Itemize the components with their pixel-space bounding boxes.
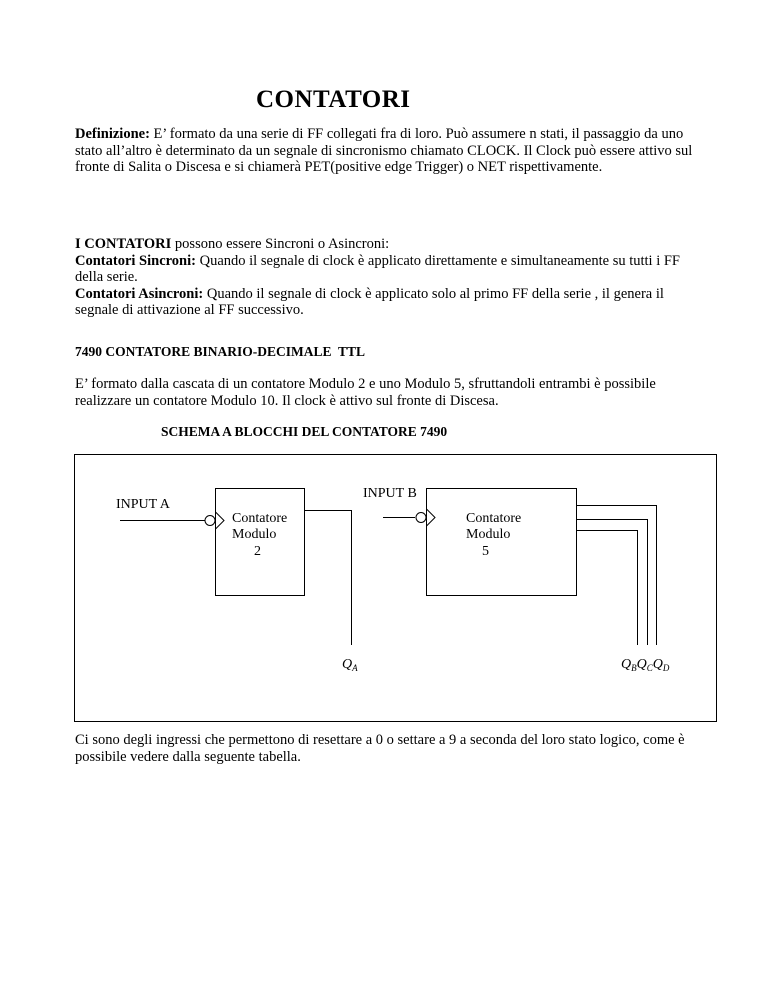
block1-line1: Contatore <box>232 511 288 526</box>
input-a-bubble <box>205 516 215 526</box>
definition-text: E’ formato da una serie di FF collegati fra di loro. Può assumere n stati, il passaggio da uno stato all’altro è determinato da un segnale di sincronismo chiamato CLOCK. Il Clock può essere attivo sul fronte di Salita o Discesa e si chiamerà PET(positive edge Trigger) o NET rispettivamente. <box>75 126 693 175</box>
closing-paragraph: Ci sono degli ingressi che permettono di resettare a 0 o settare a 9 a seconda del loro stato logico, come è possibile vedere dalla seguente tabella. <box>75 732 685 765</box>
qb-line <box>577 531 638 646</box>
qa-line <box>305 511 352 646</box>
qa-label: $Q_A$ <box>342 657 358 673</box>
section-heading: 7490 CONTATORE BINARIO-DECIMALE TTL <box>75 344 366 359</box>
input-a-label: INPUT A <box>116 497 170 512</box>
qbqcqd-label: $Q_BQ_CQ_D$ <box>621 657 670 673</box>
counter-types-text: possono essere Sincroni o Asincroni: <box>171 236 390 252</box>
page-title: CONTATORI <box>256 86 411 113</box>
async-counters-text: Quando il segnale di clock è applicato solo al primo FF della serie , il genera il segnale di attivazione al FF successivo. <box>75 285 664 318</box>
block1-line3: 2 <box>254 544 261 559</box>
sync-counters-label: Contatori Sincroni: <box>75 252 196 269</box>
diagram-title: SCHEMA A BLOCCHI DEL CONTATORE 7490 <box>161 424 448 439</box>
block1-line2: Modulo <box>232 527 277 542</box>
section-paragraph: E’ formato dalla cascata di un contatore Modulo 2 e uno Modulo 5, sfruttandoli entrambi è possibile realizzare un contatore Modulo 10. Il clock è attivo sul fronte di Discesa. <box>75 376 656 409</box>
block2-line3: 5 <box>482 544 489 559</box>
sync-counters-text: Quando il segnale di clock è applicato direttamente e simultaneamente su tutti i FF della serie. <box>75 252 680 285</box>
definition-label: Definizione: <box>75 126 150 142</box>
qc-line <box>577 520 648 646</box>
qd-line <box>577 506 657 646</box>
async-counters-label: Contatori Asincroni: <box>75 285 204 302</box>
clock-triangle-a <box>216 512 225 529</box>
block2-line2: Modulo <box>466 527 511 542</box>
counter-block-mod2 <box>216 489 305 596</box>
counter-types-label: I CONTATORI <box>75 236 172 252</box>
input-b-bubble <box>416 513 426 523</box>
clock-triangle-b <box>427 509 436 526</box>
counter-block-mod5 <box>427 489 577 596</box>
block2-line1: Contatore <box>466 511 522 526</box>
input-b-label: INPUT B <box>363 486 417 501</box>
